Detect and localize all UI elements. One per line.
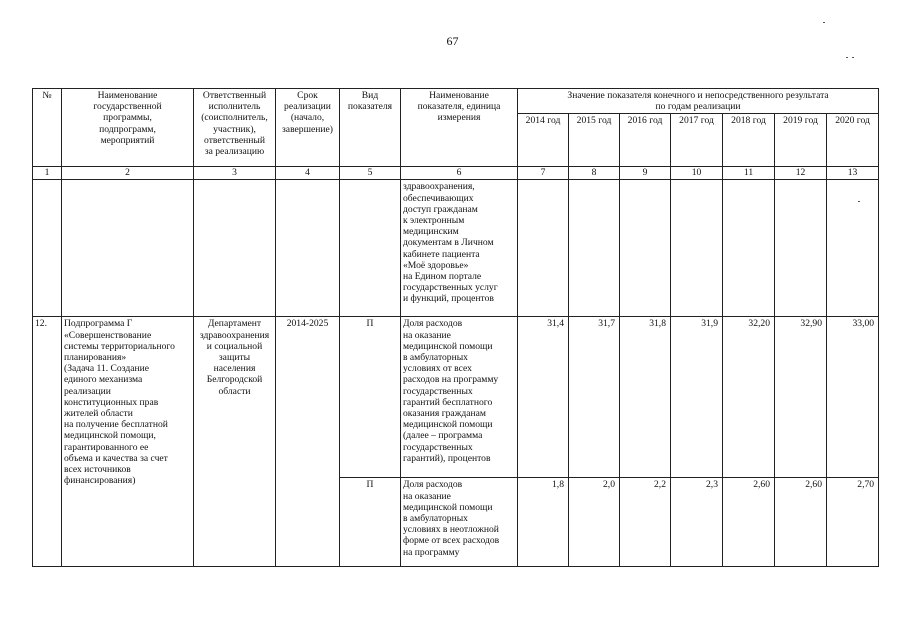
column-numbers-row <box>33 167 879 180</box>
column-number: 3 <box>194 167 276 180</box>
indicator-value: 31,7 <box>569 317 620 478</box>
header-number: № <box>33 89 62 167</box>
indicator-type: П <box>340 317 401 478</box>
indicator-value: 31,9 <box>671 317 723 478</box>
indicator-value: 31,4 <box>518 317 569 478</box>
header-year: 2019 год <box>775 114 827 167</box>
table-cell <box>569 180 620 317</box>
header-year: 2014 год <box>518 114 569 167</box>
indicator-value: 33,00 <box>827 317 879 478</box>
indicator-value: 2,3 <box>671 478 723 567</box>
column-number: 9 <box>620 167 671 180</box>
table-cell <box>775 180 827 317</box>
column-number: 13 <box>827 167 879 180</box>
table-cell <box>62 180 194 317</box>
scan-speck <box>823 22 825 23</box>
column-number: 7 <box>518 167 569 180</box>
indicator-name-continued: здравоохранения, обеспечивающих доступ гражданам к электронным медицинским документам в Личном кабинете пациента «Моё здоровье» на Едином портале государственных услуг и функций, процентов <box>401 180 518 317</box>
header-period: Срок реализации (начало, завершение) <box>276 89 340 167</box>
indicator-value: 2,0 <box>569 478 620 567</box>
column-number: 4 <box>276 167 340 180</box>
column-number: 6 <box>401 167 518 180</box>
indicators-table <box>32 88 879 567</box>
table-cell <box>33 180 62 317</box>
table-row-continuation <box>33 180 879 317</box>
table-cell <box>620 180 671 317</box>
table-cell <box>276 180 340 317</box>
column-number: 2 <box>62 167 194 180</box>
indicator-value: 2,2 <box>620 478 671 567</box>
indicator-type: П <box>340 478 401 567</box>
column-number: 11 <box>723 167 775 180</box>
header-year: 2017 год <box>671 114 723 167</box>
table-cell <box>671 180 723 317</box>
header-program-name: Наименование государственной программы, подпрограмм, мероприятий <box>62 89 194 167</box>
header-executor: Ответственный исполнитель (соисполнитель, участник), ответственный за реализацию <box>194 89 276 167</box>
indicator-value: 2,70 <box>827 478 879 567</box>
indicator-value: 31,8 <box>620 317 671 478</box>
column-number: 5 <box>340 167 401 180</box>
indicator-value: 2,60 <box>775 478 827 567</box>
indicator-name: Доля расходов на оказание медицинской помощи в амбулаторных условиях в неотложной форме от всех расходов на программу <box>401 478 518 567</box>
header-year: 2020 год <box>827 114 879 167</box>
indicator-value: 32,90 <box>775 317 827 478</box>
header-year: 2015 год <box>569 114 620 167</box>
table-cell <box>340 180 401 317</box>
table-cell <box>518 180 569 317</box>
row-number: 12. <box>33 317 62 567</box>
indicator-value: 2,60 <box>723 478 775 567</box>
table-cell <box>827 180 879 317</box>
column-number: 10 <box>671 167 723 180</box>
scan-speck <box>846 57 848 58</box>
header-values-group: Значение показателя конечного и непосредственного результата по годам реализации <box>518 89 879 114</box>
indicator-name: Доля расходов на оказание медицинской помощи в амбулаторных условиях от всех расходов на программу государственных гарантий бесплатного оказания гражданам медицинской помощи (далее – программа государственных гарантий), процентов <box>401 317 518 478</box>
column-number: 12 <box>775 167 827 180</box>
header-year: 2016 год <box>620 114 671 167</box>
indicator-value: 1,8 <box>518 478 569 567</box>
page-number: 67 <box>446 34 459 48</box>
header-indicator-name: Наименование показателя, единица измерения <box>401 89 518 167</box>
scan-speck <box>852 57 854 58</box>
header-indicator-type: Вид показателя <box>340 89 401 167</box>
table-cell <box>723 180 775 317</box>
subprogram-name: Подпрограмма Г «Совершенствование системы территориального планирования» (Задача 11. Создание единого механизма реализации конституционных прав жителей области на получение бесплатной медицинской помощи, гарантированного ее объема и качества за счет всех источников финансирования) <box>62 317 194 567</box>
column-number: 1 <box>33 167 62 180</box>
column-number: 8 <box>569 167 620 180</box>
table-row-12-indicator-1 <box>33 317 879 478</box>
indicator-value: 32,20 <box>723 317 775 478</box>
header-year: 2018 год <box>723 114 775 167</box>
table-cell <box>194 180 276 317</box>
implementation-period: 2014-2025 <box>276 317 340 567</box>
responsible-executor: Департамент здравоохранения и социальной защиты населения Белгородской области <box>194 317 276 567</box>
